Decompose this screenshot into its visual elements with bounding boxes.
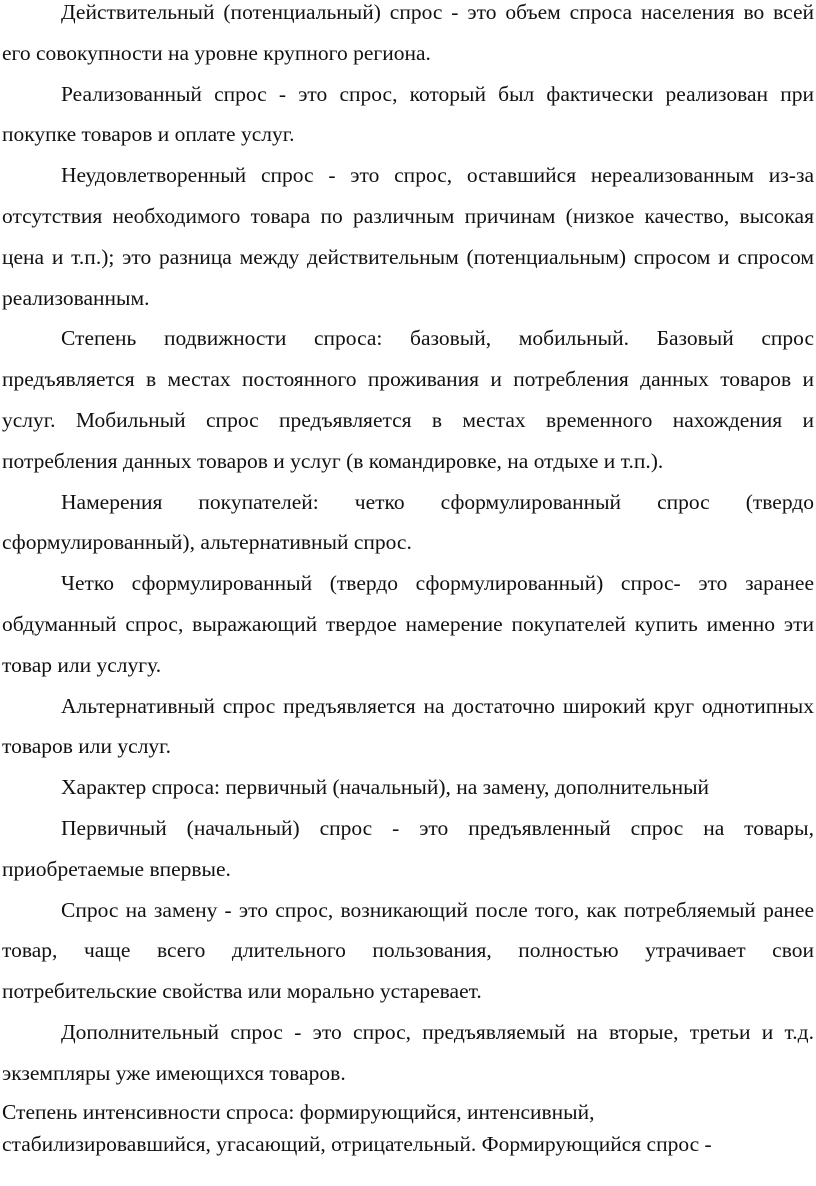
text-line: стабилизировавшийся, угасающий, отрицательный. Формирующийся спрос - — [2, 1131, 712, 1156]
paragraph-unsatisfied-demand: Неудовлетворенный спрос - это спрос, оставшийся нереализованным из-за отсутствия необходимого товара по различным причинам (низкое качество, высокая цена и т.п.); это разница между действительным (потенциальным) спросом и спросом реализованным. — [2, 163, 814, 310]
paragraph-primary-demand: Первичный (начальный) спрос - это предъявленный спрос на товары, приобретаемые впервые. — [2, 815, 814, 881]
paragraph-replacement-demand: Спрос на замену - это спрос, возникающий после того, как потребляемый ранее товар, чаще всего длительного пользования, полностью утрачивает свои потребительские свойства или морально устаревает. — [2, 897, 814, 1004]
paragraph-demand-character: Характер спроса: первичный (начальный), на замену, дополнительный — [61, 775, 710, 800]
paragraph-buyer-intentions: Намерения покупателей: четко сформулированный спрос (твердо сформулированный), альтернативный спрос. — [2, 489, 814, 555]
paragraph-actual-demand: Действительный (потенциальный) спрос - это объем спроса населения во всей его совокупности на уровне крупного региона. — [2, 0, 814, 65]
paragraph-demand-mobility: Степень подвижности спроса: базовый, мобильный. Базовый спрос предъявляется в местах постоянного проживания и потребления данных товаров и услуг. Мобильный спрос предъявляется в местах временного нахождения и потребления данных товаров и услуг (в командировке, на отдыхе и т.п.). — [2, 326, 814, 473]
paragraph-additional-demand: Дополнительный спрос - это спрос, предъявляемый на вторые, третьи и т.д. экземпляры уже имеющихся товаров. — [2, 1019, 814, 1085]
text-line: Степень интенсивности спроса: формирующийся, интенсивный, — [2, 1099, 595, 1124]
paragraph-firm-demand: Четко сформулированный (твердо сформулированный) спрос- это заранее обдуманный спрос, выражающий твердое намерение покупателей купить именно эти товар или услугу. — [2, 571, 814, 677]
paragraph-realized-demand: Реализованный спрос - это спрос, который был фактически реализован при покупке товаров и оплате услуг. — [2, 81, 814, 147]
paragraph-alternative-demand: Альтернативный спрос предъявляется на достаточно широкий круг однотипных товаров или услуг. — [2, 693, 814, 759]
paragraph-demand-intensity — [2, 1096, 814, 1160]
